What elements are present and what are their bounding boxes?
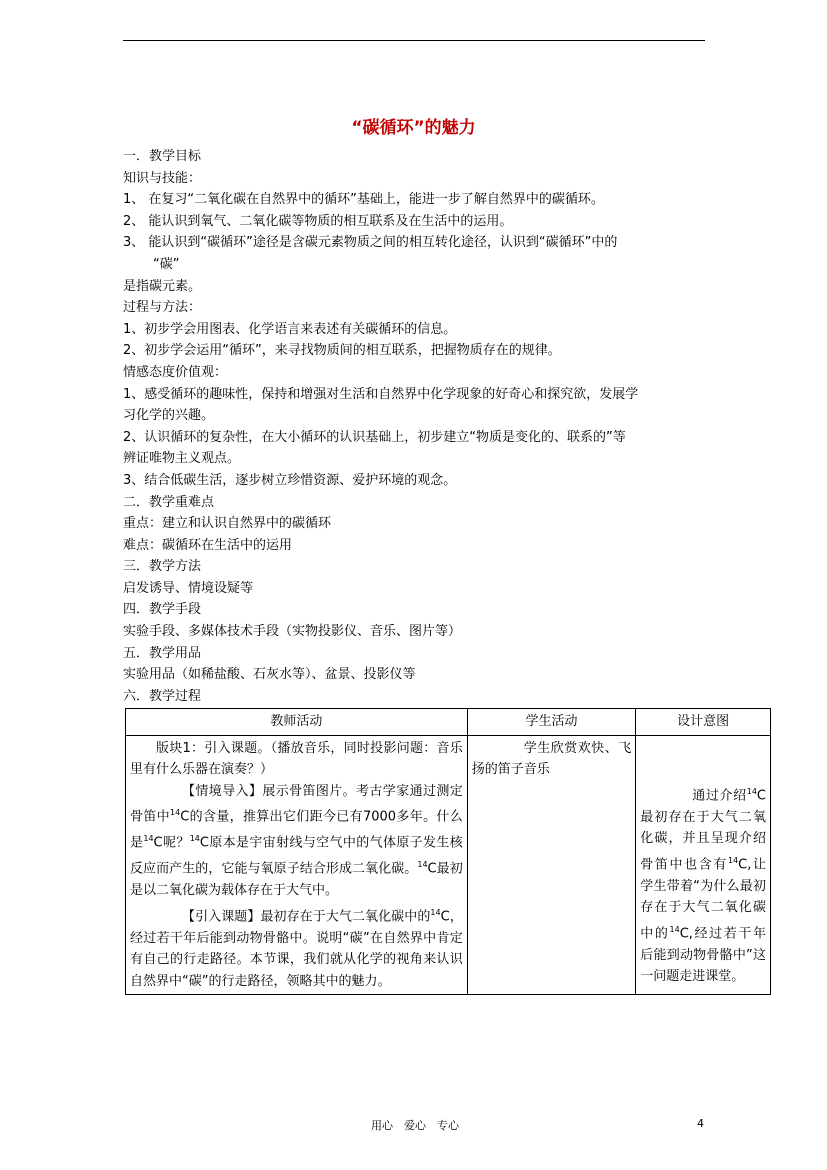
header-rule	[123, 40, 705, 41]
student-paragraph: 学生欣赏欢快、飞扬的笛子音乐	[471, 740, 632, 778]
header-teacher-activity: 教师活动	[126, 709, 468, 736]
text-line: 3、 能认识到“碳循环”途径是含碳元素物质之间的相互转化途径，认识到“碳循环”中的	[123, 235, 618, 251]
text-line: 3、结合低碳生活，逐步树立珍惜资源、爱护环境的观念。	[123, 472, 457, 488]
text-line: 重点：建立和认识自然界中的碳循环	[123, 516, 332, 532]
text-line: 情感态度价值观：	[123, 364, 228, 380]
text-line: 是指碳元素。	[123, 278, 202, 294]
table-header-row	[126, 709, 771, 736]
text-line: 难点：碳循环在生活中的运用	[123, 537, 293, 553]
section-heading: 六．教学过程	[123, 688, 202, 704]
design-paragraph: 通过介绍$^{14}$C最初存在于大气二氧化碳，并且呈现介绍骨笛中也含有$^{14}$C,让学生带着“为什么最初存在于大气二氧化碳中的$^{14}$C,经过若干年后能到动物骨骼中”这一问题走进课堂。	[640, 786, 766, 985]
teacher-paragraph: 【情境导入】展示骨笛图片。考古学家通过测定骨笛中$^{14}$C的含量，推算出它们距今已有7000多年。什么是$^{14}$C呢？$^{14}$C原本是宇宙射线与空气中的气体原子发生核反应而产生的，它能与氧原子结合形成二氧化碳。$^{14}$C最初是以二氧化碳为载体存在于大气中。	[130, 783, 463, 899]
text-line: 2、认识循环的复杂性，在大小循环的认识基础上，初步建立“物质是变化的、联系的”等	[123, 429, 626, 445]
text-line: “碳”	[153, 256, 180, 272]
header-student-activity: 学生活动	[467, 709, 636, 736]
text-line: 实验用品（如稀盐酸、石灰水等）、盆景、投影仪等	[123, 667, 416, 683]
text-line: 2、初步学会运用“循环”，来寻找物质间的相互联系，把握物质存在的规律。	[123, 343, 561, 359]
student-activity-cell	[467, 735, 636, 995]
text-line: 知识与技能：	[123, 170, 202, 186]
teacher-paragraph: 版块1：引入课题。（播放音乐，同时投影问题：音乐里有什么乐器在演奏？）	[130, 740, 463, 778]
header-design-intent: 设计意图	[636, 709, 771, 736]
text-line: 习化学的兴趣。	[123, 408, 215, 424]
text-line: 辨证唯物主义观点。	[123, 451, 241, 467]
section-heading: 五．教学用品	[123, 645, 202, 661]
text-line: 1、初步学会用图表、化学语言来表述有关碳循环的信息。	[123, 321, 457, 337]
design-intent-cell	[636, 735, 771, 995]
section-heading: 四．教学手段	[123, 602, 202, 618]
document-body	[123, 146, 723, 707]
document-title: “碳循环”的魅力	[351, 118, 476, 138]
text-line: 过程与方法：	[123, 300, 202, 316]
text-line: 一．教学目标	[123, 149, 202, 164]
text-line: 2、 能认识到氧气、二氧化碳等物质的相互联系及在生活中的运用。	[123, 213, 513, 229]
section-heading: 二．教学重难点	[123, 494, 215, 510]
table-row	[126, 735, 771, 995]
text-line: 1、感受循环的趣味性，保持和增强对生活和自然界中化学现象的好奇心和探究欲，发展学	[123, 386, 639, 402]
teacher-paragraph: 【引入课题】最初存在于大气二氧化碳中的$^{14}$C，经过若干年后能到动物骨骼中。说明“碳”在自然界中肯定有自己的行走路径。本节课，我们就从化学的视角来认识自然界中“碳”的行走路径，领略其中的魅力。	[130, 907, 463, 989]
teaching-process-table	[125, 708, 771, 995]
text-line: 1、 在复习“二氧化碳在自然界中的循环”基础上，能进一步了解自然界中的碳循环。	[123, 192, 604, 208]
teacher-activity-cell	[126, 735, 468, 995]
text-line: 启发诱导、情境设疑等	[123, 580, 254, 596]
text-line: 实验手段、多媒体技术手段（实物投影仪、音乐、图片等）	[123, 624, 462, 640]
section-heading: 三．教学方法	[123, 559, 202, 575]
footer-motto: 用心 爱心 专心	[371, 1119, 459, 1132]
page-number: 4	[697, 1117, 704, 1130]
